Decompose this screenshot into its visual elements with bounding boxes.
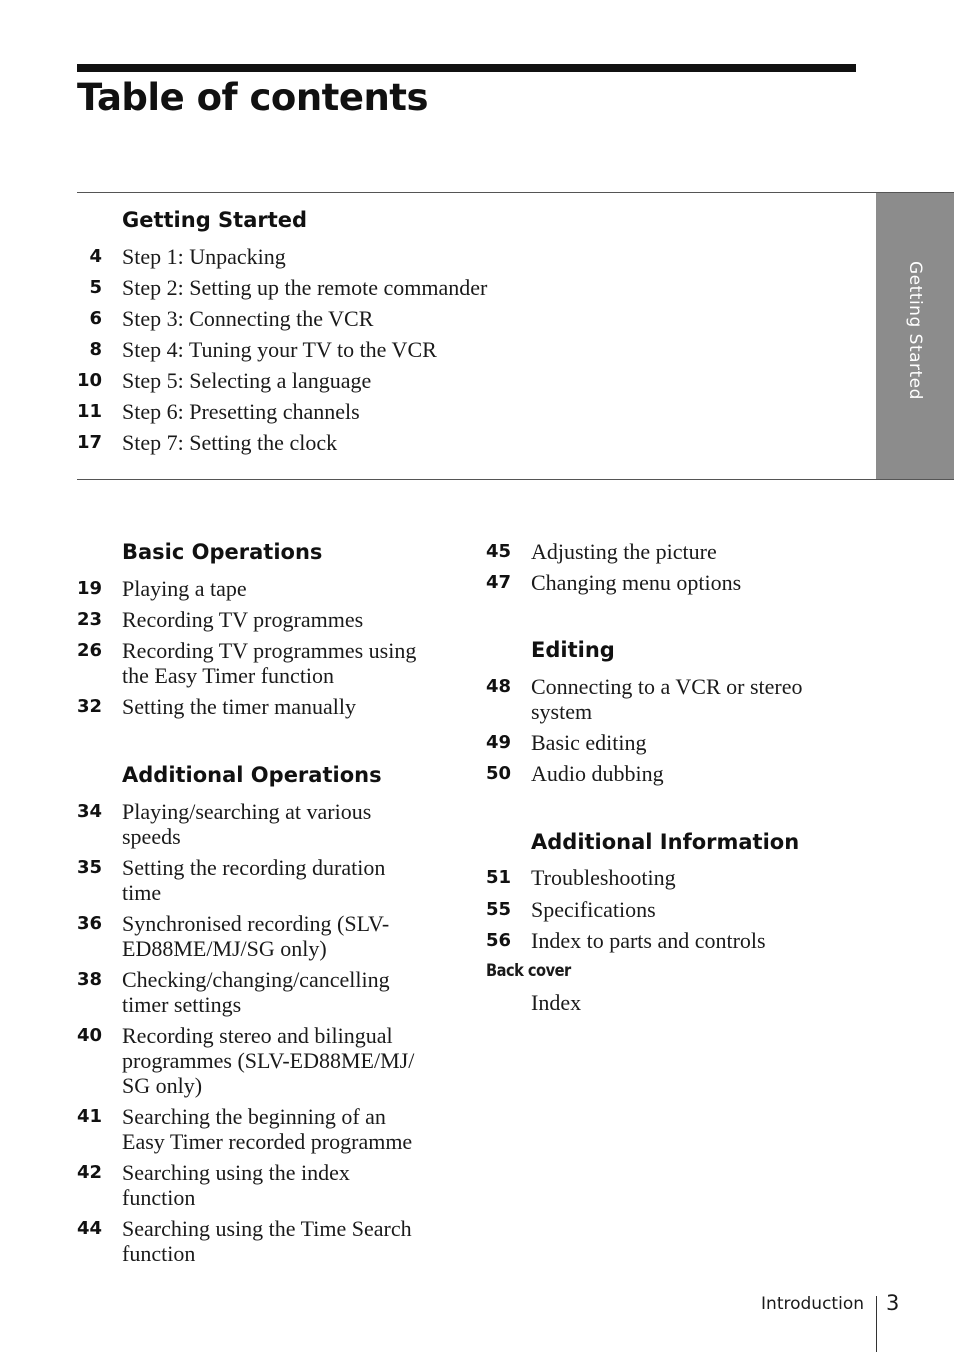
toc-entry[interactable] (77, 1216, 414, 1266)
section-editing (486, 637, 803, 786)
footer-page-number: 3 (886, 1291, 900, 1315)
page-number: 17 (77, 432, 103, 453)
back-cover-label: Back cover (486, 961, 571, 981)
section-additional-operations (77, 762, 414, 1266)
side-tab-label: Getting Started (905, 261, 925, 400)
entry-title: Step 5: Selecting a language (122, 368, 372, 393)
entry-title: Audio dubbing (531, 761, 664, 786)
toc-entry[interactable] (77, 306, 487, 331)
entry-title: Step 7: Setting the clock (122, 430, 338, 455)
section-additional-information (486, 829, 799, 953)
toc-entry[interactable] (486, 539, 741, 564)
page-number: 49 (486, 732, 512, 753)
entry-title-line: Recording stereo and bilingual (122, 1023, 393, 1048)
section-continued (486, 539, 741, 595)
entry-title-line: Searching using the Time Search (122, 1216, 412, 1241)
section-heading: Editing (531, 638, 615, 662)
entry-title-line: speeds (122, 824, 181, 849)
page-number: 55 (486, 899, 512, 920)
toc-entry[interactable] (77, 1160, 414, 1210)
entry-title-line: Setting the recording duration (122, 855, 386, 880)
page-number: 8 (89, 339, 102, 360)
section-heading: Getting Started (122, 208, 308, 232)
entry-title-line: Easy Timer recorded programme (122, 1129, 413, 1154)
toc-entry[interactable] (486, 761, 803, 786)
entry-title-line: programmes (SLV-ED88ME/MJ/ (122, 1048, 415, 1073)
toc-entry[interactable] (486, 865, 799, 890)
page-number: 35 (77, 857, 103, 878)
toc-entry[interactable] (77, 967, 414, 1017)
toc-entry[interactable] (486, 730, 803, 755)
entry-title: Basic editing (531, 730, 647, 755)
page-number: 47 (486, 572, 512, 593)
entry-title: Step 2: Setting up the remote commander (122, 275, 488, 300)
section-heading: Additional Operations (122, 763, 382, 787)
toc-entry[interactable] (77, 607, 416, 632)
page-number: 38 (77, 969, 103, 990)
toc-entry[interactable] (77, 1104, 414, 1154)
toc-entry[interactable] (77, 911, 414, 961)
page-number: 11 (77, 401, 103, 422)
toc-entry[interactable] (77, 399, 487, 424)
toc-entry[interactable] (486, 570, 741, 595)
entry-title-line: Searching using the index (122, 1160, 350, 1185)
entry-title: Step 3: Connecting the VCR (122, 306, 374, 331)
page-title: Table of contents (77, 76, 429, 119)
entry-title-line: function (122, 1185, 196, 1210)
entry-title: Step 4: Tuning your TV to the VCR (122, 337, 437, 362)
section-getting-started (77, 207, 487, 455)
toc-entry[interactable] (77, 244, 487, 269)
toc-entry[interactable] (77, 430, 487, 455)
page-number: 6 (89, 308, 102, 329)
entry-title: Step 1: Unpacking (122, 244, 286, 269)
entry-title-line: system (531, 699, 593, 724)
entry-title-line: function (122, 1241, 196, 1266)
entry-title-line: time (122, 880, 162, 905)
section-heading: Basic Operations (122, 540, 323, 564)
entry-title-line: Playing/searching at various (122, 799, 372, 824)
page-number: 32 (77, 696, 103, 717)
toc-entry[interactable] (77, 576, 416, 601)
entry-title-line: SG only) (122, 1073, 203, 1098)
toc-entry[interactable] (77, 855, 414, 905)
entry-title: Specifications (531, 897, 656, 922)
toc-entry[interactable] (77, 694, 416, 719)
entry-title-line: Searching the beginning of an (122, 1104, 386, 1129)
entry-title: Adjusting the picture (531, 539, 717, 564)
footer-divider (876, 1296, 877, 1352)
section-bottom-rule (77, 479, 954, 480)
entry-title: Playing a tape (122, 576, 247, 601)
page-number: 41 (77, 1106, 103, 1127)
page-number: 40 (77, 1025, 103, 1046)
toc-entry[interactable] (77, 638, 416, 688)
page-number: 50 (486, 763, 512, 784)
page-number: 4 (89, 246, 102, 267)
entry-title: Step 6: Presetting channels (122, 399, 360, 424)
section-basic-operations (77, 539, 416, 719)
page-number: 51 (486, 867, 512, 888)
section-heading: Additional Information (531, 830, 800, 854)
toc-entry[interactable] (77, 1023, 414, 1098)
page-number: 56 (486, 930, 512, 951)
entry-title: Changing menu options (531, 570, 742, 595)
footer-section-name: Introduction (761, 1294, 864, 1314)
toc-entry[interactable] (77, 337, 487, 362)
toc-entry[interactable] (486, 897, 799, 922)
entry-title-line: Checking/changing/cancelling (122, 967, 390, 992)
entry-title-line: Connecting to a VCR or stereo (531, 674, 803, 699)
page-number: 10 (77, 370, 103, 391)
toc-entry[interactable] (486, 928, 799, 953)
toc-entry[interactable] (77, 799, 414, 849)
entry-title-line: ED88ME/MJ/SG only) (122, 936, 327, 961)
page-number: 45 (486, 541, 512, 562)
entry-title-line: the Easy Timer function (122, 663, 335, 688)
entry-title-line: timer settings (122, 992, 242, 1017)
page-number: 5 (89, 277, 102, 298)
title-rule (77, 64, 856, 72)
page-number: 34 (77, 801, 103, 822)
page-number: 19 (77, 578, 103, 599)
entry-title-line: Synchronised recording (SLV- (122, 911, 390, 936)
page-number: 26 (77, 640, 103, 661)
page-number: 44 (77, 1218, 103, 1239)
page-number: 23 (77, 609, 103, 630)
toc-entry[interactable] (77, 368, 487, 393)
entry-title: Setting the timer manually (122, 694, 357, 719)
page-number: 36 (77, 913, 103, 934)
page-number: 42 (77, 1162, 103, 1183)
toc-entry[interactable] (486, 674, 803, 724)
toc-entry[interactable] (77, 275, 487, 300)
page-number: 48 (486, 676, 512, 697)
entry-title: Troubleshooting (531, 865, 676, 890)
entry-title: Index to parts and controls (531, 928, 766, 953)
back-cover-entry[interactable]: Index (531, 990, 582, 1015)
entry-title-line: Recording TV programmes using (122, 638, 417, 663)
section-top-rule (77, 192, 954, 193)
entry-title: Recording TV programmes (122, 607, 364, 632)
